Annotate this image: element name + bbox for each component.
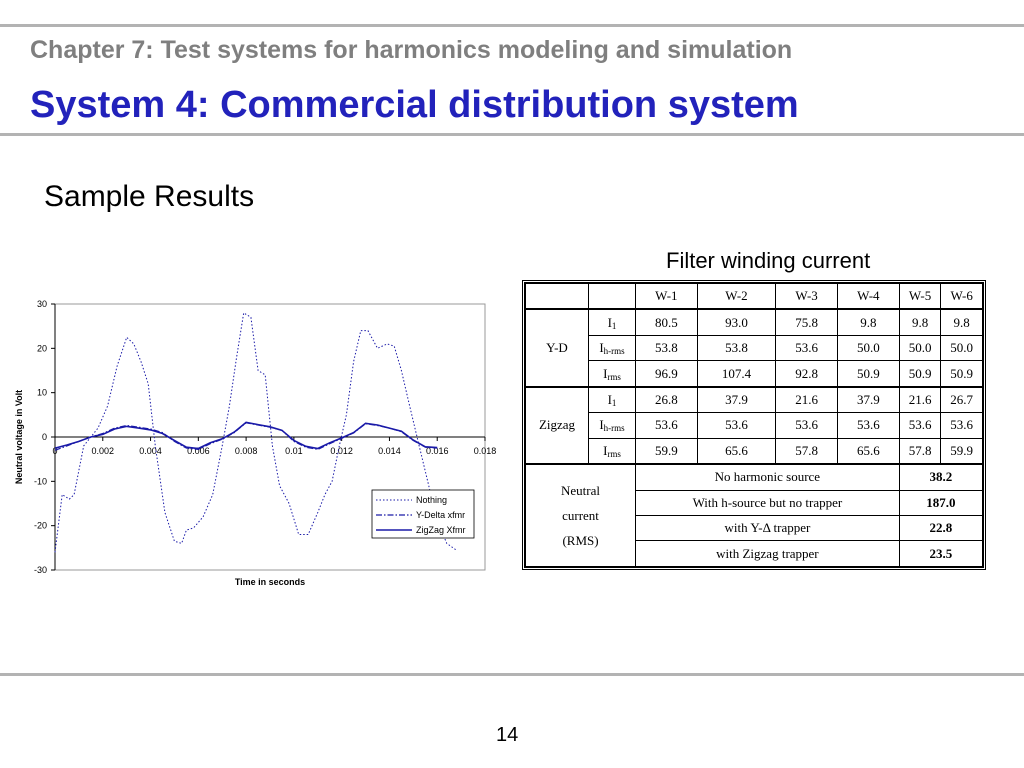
neutral-label-line: current bbox=[562, 508, 599, 524]
value-cell: 57.8 bbox=[776, 438, 838, 464]
value-cell: 57.8 bbox=[899, 438, 941, 464]
value-cell: 75.8 bbox=[776, 309, 838, 335]
x-axis-title: Time in seconds bbox=[234, 577, 306, 587]
header-empty-cell bbox=[526, 284, 589, 310]
table-row bbox=[526, 413, 983, 438]
quantity-subscript: h-rms bbox=[603, 346, 625, 357]
legend-label: Y-Delta xfmr bbox=[416, 510, 466, 520]
section-subhead: Sample Results bbox=[44, 180, 255, 213]
neutral-value: 187.0 bbox=[899, 490, 982, 515]
value-cell: 37.9 bbox=[697, 387, 776, 413]
value-cell: 9.8 bbox=[899, 309, 941, 335]
y-tick-label: 30 bbox=[36, 299, 47, 309]
value-cell: 26.7 bbox=[941, 387, 983, 413]
page-number: 14 bbox=[496, 724, 519, 746]
y-tick-label: -10 bbox=[33, 476, 47, 487]
value-cell: 53.6 bbox=[636, 413, 698, 438]
title-rule bbox=[0, 133, 1024, 136]
quantity-symbol: I bbox=[607, 392, 612, 408]
bottom-rule bbox=[0, 673, 1024, 676]
group-label: Zigzag bbox=[526, 387, 589, 464]
value-cell: 37.9 bbox=[837, 387, 899, 413]
value-cell: 107.4 bbox=[697, 361, 776, 387]
value-cell: 53.6 bbox=[776, 335, 838, 360]
neutral-value: 22.8 bbox=[899, 516, 982, 541]
column-header: W-3 bbox=[776, 284, 838, 310]
legend-label: ZigZag Xfmr bbox=[416, 525, 466, 535]
neutral-case: With h-source but no trapper bbox=[636, 490, 900, 515]
y-tick-label: 10 bbox=[36, 387, 47, 398]
quantity-symbol: I bbox=[603, 365, 608, 381]
x-tick-label: 0.008 bbox=[234, 446, 258, 456]
value-cell: 50.9 bbox=[837, 361, 899, 387]
header-empty-cell bbox=[589, 284, 636, 310]
value-cell: 50.0 bbox=[899, 335, 941, 360]
x-tick-label: 0.006 bbox=[187, 446, 210, 456]
table-row bbox=[526, 387, 983, 413]
group-label: Y-D bbox=[526, 309, 589, 386]
neutral-value: 38.2 bbox=[899, 464, 982, 490]
x-tick-label: 0.01 bbox=[285, 446, 303, 456]
quantity-cell bbox=[589, 361, 636, 387]
quantity-subscript: rms bbox=[607, 371, 621, 382]
quantity-subscript: 1 bbox=[611, 320, 617, 331]
y-tick-label: -30 bbox=[33, 565, 47, 575]
y-tick-label: 20 bbox=[36, 343, 47, 354]
value-cell: 80.5 bbox=[636, 309, 698, 335]
quantity-cell bbox=[589, 438, 636, 464]
neutral-label-line: (RMS) bbox=[562, 533, 599, 549]
y-axis-title: Neutral voltage in Volt bbox=[14, 389, 24, 485]
column-header: W-2 bbox=[697, 284, 776, 310]
top-rule bbox=[0, 24, 1024, 27]
quantity-subscript: 1 bbox=[611, 398, 617, 409]
filter-current-table bbox=[525, 283, 983, 567]
column-header: W-6 bbox=[941, 284, 983, 310]
value-cell: 96.9 bbox=[636, 361, 698, 387]
neutral-value: 23.5 bbox=[899, 541, 982, 567]
table-row bbox=[526, 361, 983, 387]
table-row bbox=[526, 335, 983, 360]
value-cell: 9.8 bbox=[837, 309, 899, 335]
value-cell: 53.6 bbox=[941, 413, 983, 438]
x-tick-label: 0.004 bbox=[139, 446, 162, 456]
value-cell: 65.6 bbox=[837, 438, 899, 464]
value-cell: 59.9 bbox=[636, 438, 698, 464]
value-cell: 53.6 bbox=[899, 413, 941, 438]
value-cell: 50.9 bbox=[941, 361, 983, 387]
y-tick-label: -20 bbox=[33, 520, 47, 531]
x-tick-label: 0.018 bbox=[473, 446, 497, 456]
x-tick-label: 0.012 bbox=[330, 446, 353, 456]
value-cell: 53.6 bbox=[697, 413, 776, 438]
value-cell: 65.6 bbox=[697, 438, 776, 464]
quantity-symbol: I bbox=[599, 417, 604, 433]
value-cell: 53.8 bbox=[697, 335, 776, 360]
neutral-row bbox=[526, 464, 983, 490]
quantity-symbol: I bbox=[607, 314, 612, 330]
neutral-case: with Y-Δ trapper bbox=[636, 516, 900, 541]
neutral-case: No harmonic source bbox=[636, 464, 900, 490]
quantity-subscript: rms bbox=[607, 448, 621, 459]
quantity-cell bbox=[589, 387, 636, 413]
quantity-cell bbox=[589, 413, 636, 438]
value-cell: 50.0 bbox=[941, 335, 983, 360]
x-tick-label: 0.014 bbox=[378, 446, 401, 456]
y-tick-label: 0 bbox=[41, 432, 47, 442]
quantity-cell bbox=[589, 309, 636, 335]
neutral-label-line: Neutral bbox=[561, 483, 600, 499]
column-header: W-4 bbox=[837, 284, 899, 310]
filter-current-table-frame bbox=[522, 280, 986, 570]
quantity-cell bbox=[589, 335, 636, 360]
value-cell: 53.8 bbox=[636, 335, 698, 360]
chapter-heading: Chapter 7: Test systems for harmonics modeling and simulation bbox=[30, 36, 793, 64]
x-tick-label: 0.016 bbox=[425, 446, 449, 456]
table-header-row bbox=[526, 284, 983, 310]
value-cell: 50.9 bbox=[899, 361, 941, 387]
quantity-symbol: I bbox=[599, 340, 604, 356]
quantity-symbol: I bbox=[603, 442, 608, 458]
value-cell: 21.6 bbox=[776, 387, 838, 413]
column-header: W-5 bbox=[899, 284, 941, 310]
column-header: W-1 bbox=[636, 284, 698, 310]
table-row bbox=[526, 438, 983, 464]
legend-label: Nothing bbox=[416, 495, 448, 505]
value-cell: 9.8 bbox=[941, 309, 983, 335]
table-row bbox=[526, 309, 983, 335]
neutral-label bbox=[526, 464, 636, 566]
value-cell: 92.8 bbox=[776, 361, 838, 387]
neutral-case: with Zigzag trapper bbox=[636, 541, 900, 567]
slide-title: System 4: Commercial distribution system bbox=[30, 84, 799, 126]
value-cell: 21.6 bbox=[899, 387, 941, 413]
x-tick-label: 0 bbox=[52, 446, 58, 456]
value-cell: 53.6 bbox=[776, 413, 838, 438]
quantity-subscript: h-rms bbox=[603, 423, 625, 434]
value-cell: 53.6 bbox=[837, 413, 899, 438]
neutral-voltage-chart bbox=[0, 290, 500, 600]
value-cell: 93.0 bbox=[697, 309, 776, 335]
value-cell: 26.8 bbox=[636, 387, 698, 413]
x-tick-label: 0.002 bbox=[91, 446, 115, 456]
value-cell: 59.9 bbox=[941, 438, 983, 464]
value-cell: 50.0 bbox=[837, 335, 899, 360]
table-caption: Filter winding current bbox=[666, 248, 871, 273]
